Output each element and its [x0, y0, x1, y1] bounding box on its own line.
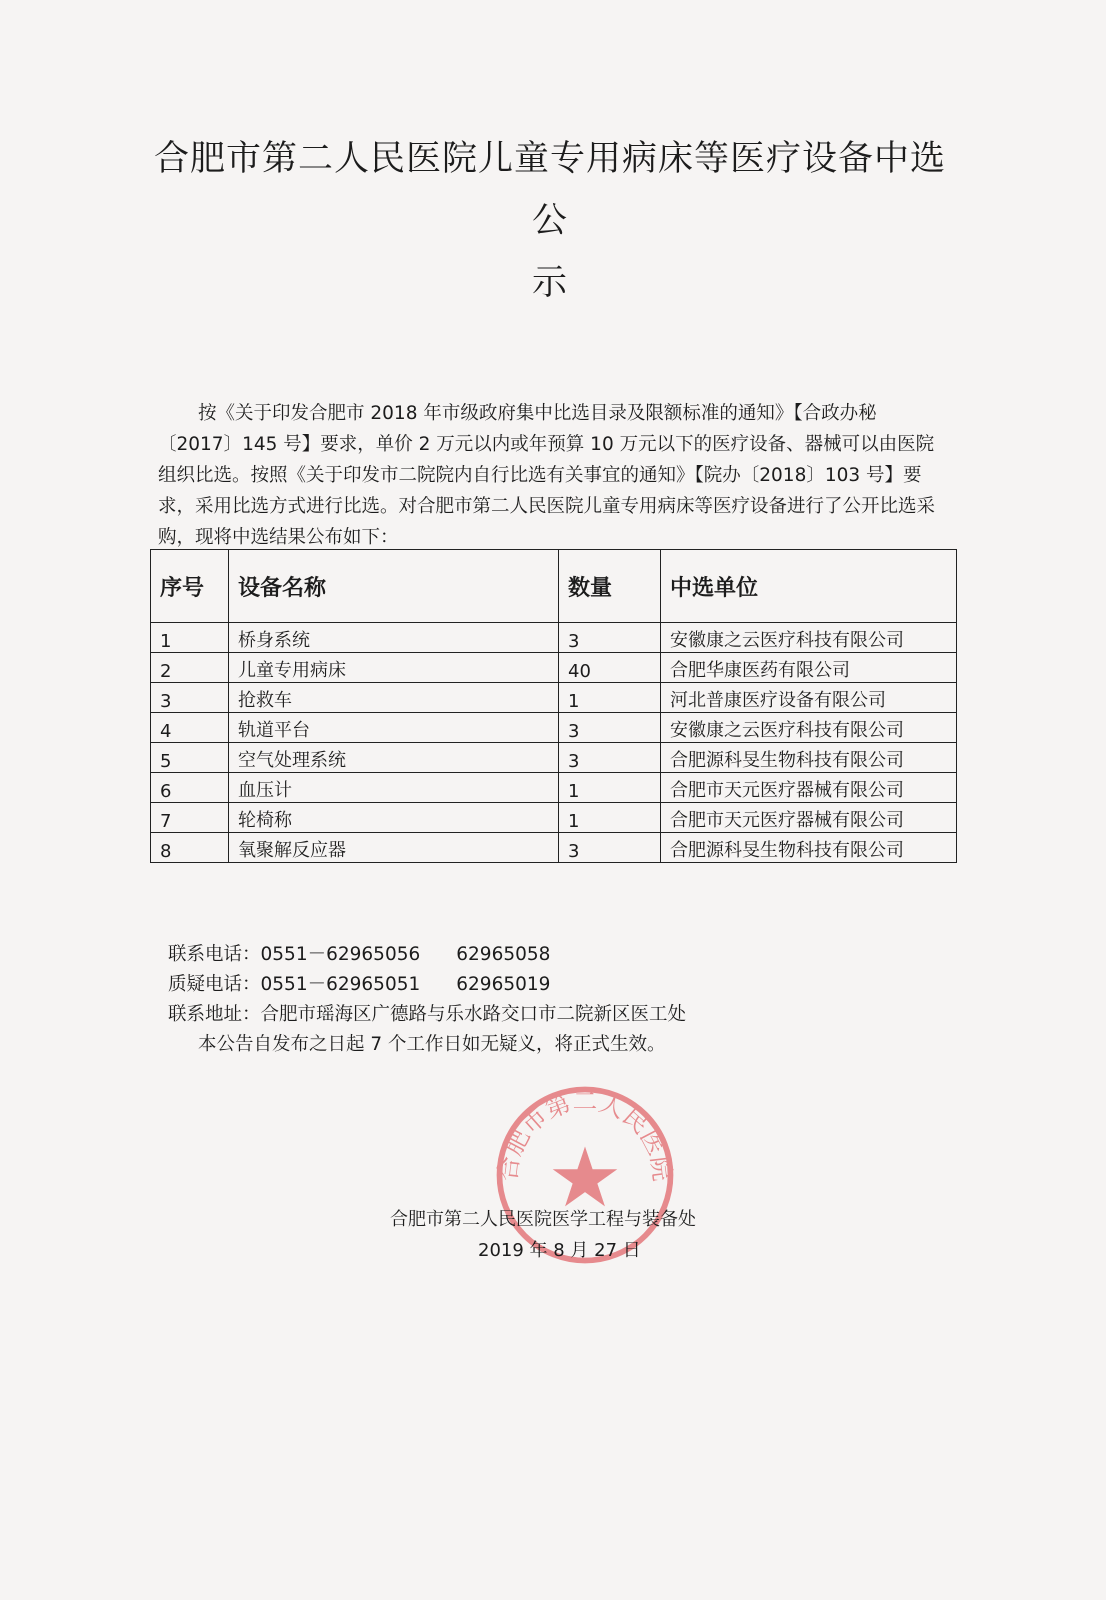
- cell-quantity: 40: [559, 653, 661, 683]
- complaint-number-2: 62965019: [456, 974, 551, 995]
- cell-index: 7: [151, 803, 229, 833]
- cell-device-name: 抢救车: [229, 683, 559, 713]
- address-text: 合肥市瑶海区广德路与乐水路交口市二院新区医工处: [260, 1004, 687, 1025]
- effective-note: 本公告自发布之日起 7 个工作日如无疑义，将正式生效。: [198, 1034, 666, 1055]
- cell-index: 4: [151, 713, 229, 743]
- intro-paragraph: [158, 398, 948, 553]
- cell-supplier: 合肥市天元医疗器械有限公司: [661, 803, 957, 833]
- document-title: [140, 128, 960, 314]
- table-row: [151, 833, 957, 863]
- cell-supplier: 合肥市天元医疗器械有限公司: [661, 773, 957, 803]
- table-body: [151, 623, 957, 863]
- complaint-row: [168, 970, 686, 1000]
- signature-org: 合肥市第二人民医院医学工程与装备处: [390, 1209, 696, 1230]
- seal-text: 合肥市第二人民医院: [492, 1086, 678, 1183]
- cell-index: 8: [151, 833, 229, 863]
- cell-index: 5: [151, 743, 229, 773]
- header-quantity: 数量: [559, 550, 661, 623]
- table-row: [151, 803, 957, 833]
- cell-device-name: 空气处理系统: [229, 743, 559, 773]
- results-table: [150, 549, 957, 863]
- cell-quantity: 3: [559, 833, 661, 863]
- title-line-2: 示: [531, 263, 568, 303]
- contact-block: [168, 940, 686, 1060]
- table-row: [151, 773, 957, 803]
- cell-quantity: 1: [559, 803, 661, 833]
- cell-supplier: 合肥源科旻生物科技有限公司: [661, 833, 957, 863]
- table-row: [151, 653, 957, 683]
- cell-device-name: 桥身系统: [229, 623, 559, 653]
- phone-label: 联系电话：: [168, 944, 261, 965]
- signature-block: [390, 1204, 750, 1266]
- complaint-number-1: 0551－62965051: [260, 974, 421, 995]
- cell-device-name: 儿童专用病床: [229, 653, 559, 683]
- cell-device-name: 氧聚解反应器: [229, 833, 559, 863]
- cell-supplier: 合肥源科旻生物科技有限公司: [661, 743, 957, 773]
- intro-text: 按《关于印发合肥市 2018 年市级政府集中比选目录及限额标准的通知》【合政办秘〔2017〕145 号】要求，单价 2 万元以内或年预算 10 万元以下的医疗设备、器械可以由医院组织比选。按照《关于印发市二院院内自行比选有关事宜的通知》【院办〔2018〕103 号】要求，采用比选方式进行比选。对合肥市第二人民医院儿童专用病床等医疗设备进行了公开比选采购，现将中选结果公布如下：: [158, 403, 936, 548]
- complaint-label: 质疑电话：: [168, 974, 261, 995]
- cell-quantity: 1: [559, 773, 661, 803]
- header-supplier: 中选单位: [661, 550, 957, 623]
- cell-supplier: 合肥华康医药有限公司: [661, 653, 957, 683]
- header-device-name: 设备名称: [229, 550, 559, 623]
- address-row: [168, 1000, 686, 1030]
- phone-number-2: 62965058: [456, 944, 551, 965]
- address-label: 联系地址：: [168, 1004, 261, 1025]
- table-row: [151, 743, 957, 773]
- phone-row: [168, 940, 686, 970]
- title-line-1: 合肥市第二人民医院儿童专用病床等医疗设备中选公: [153, 139, 946, 241]
- cell-supplier: 安徽康之云医疗科技有限公司: [661, 623, 957, 653]
- cell-device-name: 轨道平台: [229, 713, 559, 743]
- cell-index: 1: [151, 623, 229, 653]
- cell-device-name: 轮椅称: [229, 803, 559, 833]
- cell-quantity: 3: [559, 623, 661, 653]
- cell-quantity: 1: [559, 683, 661, 713]
- table-row: [151, 683, 957, 713]
- table-row: [151, 713, 957, 743]
- cell-index: 2: [151, 653, 229, 683]
- cell-index: 3: [151, 683, 229, 713]
- cell-device-name: 血压计: [229, 773, 559, 803]
- cell-supplier: 河北普康医疗设备有限公司: [661, 683, 957, 713]
- cell-index: 6: [151, 773, 229, 803]
- phone-number-1: 0551－62965056: [260, 944, 421, 965]
- header-index: 序号: [151, 550, 229, 623]
- cell-quantity: 3: [559, 713, 661, 743]
- table-row: [151, 623, 957, 653]
- signature-date: 2019 年 8 月 27 日: [478, 1240, 641, 1261]
- cell-supplier: 安徽康之云医疗科技有限公司: [661, 713, 957, 743]
- table-header-row: [151, 550, 957, 623]
- cell-quantity: 3: [559, 743, 661, 773]
